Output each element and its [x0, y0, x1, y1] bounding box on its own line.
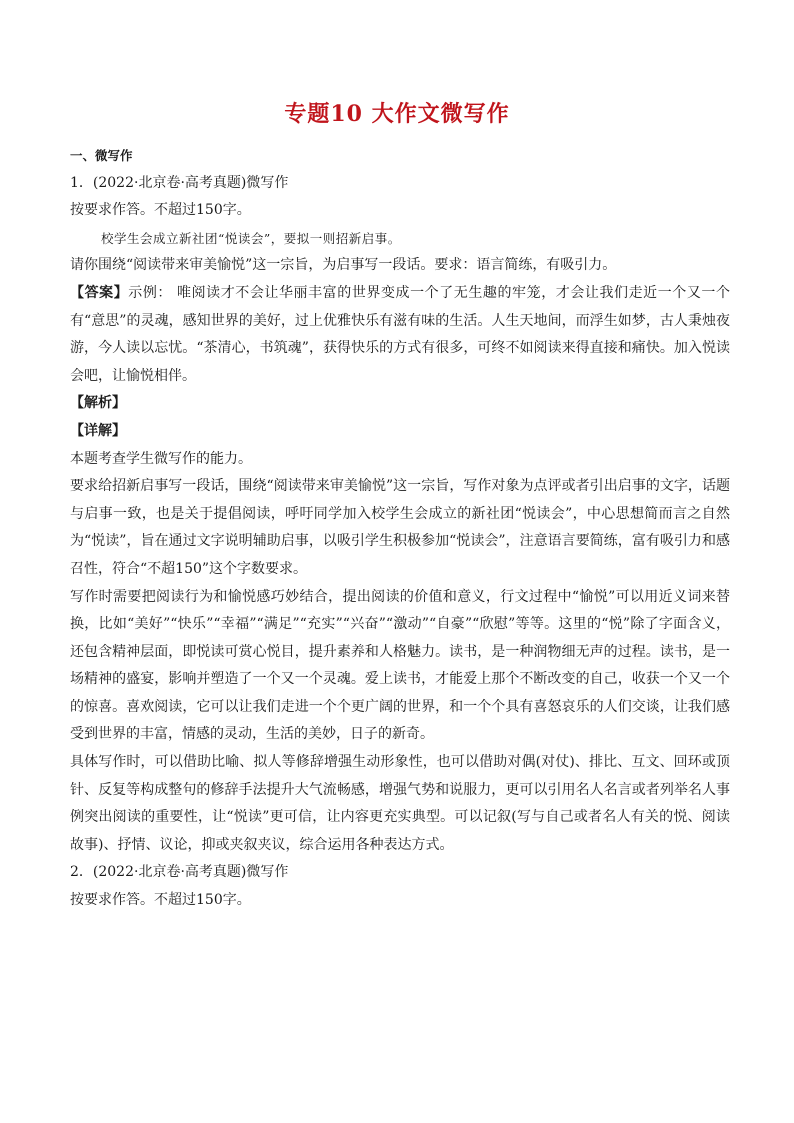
- detail-tag: 【详解】: [70, 422, 126, 439]
- section-heading: 一、微写作: [70, 148, 133, 163]
- answer-text: 示例： 唯阅读才不会让华丽丰富的世界变成一个了无生趣的牢笼，才会让我们走近一个又一个有“意思”的灵魂，感知世界的美好，过上优雅快乐有滋有味的生活。人生天地间，而浮生如梦，古人秉烛夜游，今人读以忘忧。“茶清心，书筑魂”，获得快乐的方式有很多，可终不如阅读来得直接和痛快。加入悦读会吧，让愉悦相伴。: [70, 284, 731, 384]
- question-1-instruction: 按要求作答。不超过150字。: [70, 202, 251, 219]
- answer-paragraph: [70, 280, 730, 390]
- detail-paragraph-4: 具体写作时，可以借助比喻、拟人等修辞增强生动形象性，也可以借助对偶(对仗)、排比、互文、回环或顶针、反复等构成整句的修辞手法提升大气流畅感，增强气势和说服力，更可以引用名人名言或者列举名人事例突出阅读的重要性，让“悦读”更可信，让内容更充实典型。可以记叙(写与自己或者名人有关的悦、阅读故事)、抒情、议论，抑或夹叙夹议，综合运用各种表达方式。: [70, 754, 730, 853]
- detail-paragraph-3: 写作时需要把阅读行为和愉悦感巧妙结合，提出阅读的价值和意义，行文过程中“愉悦”可以用近义词来替换，比如“美好”“快乐”“幸福”“满足”“充实”“兴奋”“激动”“自豪”“欣慰”等等。这里的“悦”除了字面含义，还包含精神层面，即悦读可赏心悦目，提升素养和人格魅力。读书，是一种润物细无声的过程。读书，是一场精神的盛宴，影响并塑造了一个又一个灵魂。爱上读书，才能爱上那个不断改变的自己，收获一个又一个的惊喜。喜欢阅读，它可以让我们走进一个个更广阔的世界，和一个个具有喜怒哀乐的人们交谈，让我们感受到世界的丰富，情感的灵动，生活的美妙，日子的新奇。: [70, 588, 730, 743]
- detail-paragraph-1: 本题考查学生微写作的能力。: [70, 450, 252, 467]
- document-body: [70, 142, 730, 915]
- analysis-tag: 【解析】: [70, 395, 126, 412]
- answer-tag: 【答案】: [70, 284, 129, 301]
- question-2-instruction: 按要求作答。不超过150字。: [70, 892, 251, 909]
- question-2-header: 2．(2022·北京卷·高考真题)微写作: [70, 864, 289, 881]
- question-1-header: 1．(2022·北京卷·高考真题)微写作: [70, 174, 289, 191]
- detail-paragraph-2: 要求给招新启事写一段话，围绕“阅读带来审美愉悦”这一宗旨，写作对象为点评或者引出启事的文字，话题与启事一致，也是关于提倡阅读，呼吁同学加入校学生会成立的新社团“悦读会”，中心思想简而言之自然为“悦读”，旨在通过文字说明辅助启事，以吸引学生积极参加“悦读会”，注意语言要简练，富有吸引力和感召性，符合“不超150”这个字数要求。: [70, 478, 730, 577]
- document-title: 专题10 大作文微写作: [284, 101, 510, 127]
- question-1-requirement: 请你围绕“阅读带来审美愉悦”这一宗旨，为启事写一段话。要求：语言简练，有吸引力。: [70, 257, 617, 274]
- question-1-prompt: 校学生会成立新社团“悦读会”，要拟一则招新启事。: [101, 230, 401, 246]
